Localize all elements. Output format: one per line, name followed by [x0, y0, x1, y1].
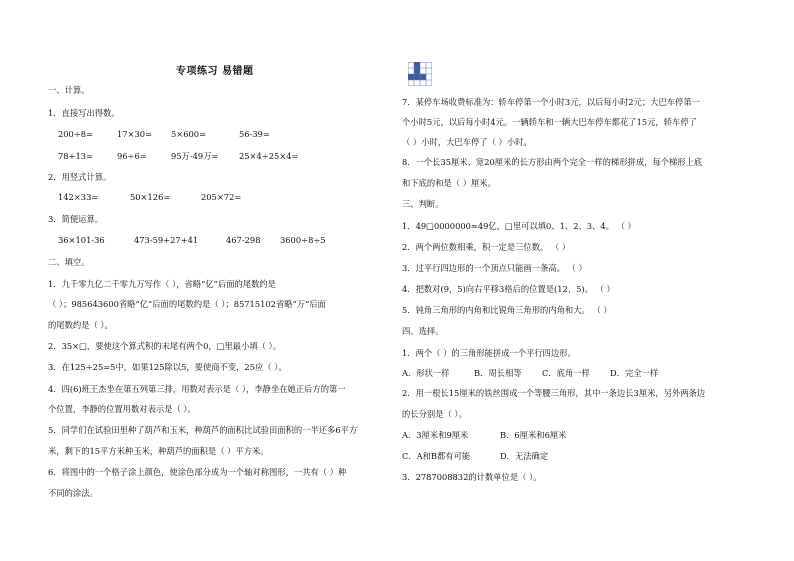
question-3-heading: 3．简便运算。 — [48, 214, 104, 224]
option: D．完全一样 — [610, 368, 659, 378]
option: C．A和B都有可能 — [402, 451, 471, 461]
fill-8-line-2: 和下底的和是（ ）厘米。 — [402, 178, 496, 188]
problem: 50×126= — [130, 192, 171, 202]
fill-6-line-2: 不同的涂法。 — [48, 488, 98, 498]
problem: 78+13= — [58, 151, 94, 161]
fill-2: 2．35×□，要使这个算式积的末尾有两个0，□里最小填（ ）。 — [48, 341, 282, 351]
fill-6-line-1: 6．将图中的一个格子涂上颜色，使涂色部分成为一个轴对称图形，一共有（ ）种 — [48, 467, 347, 477]
section-fill-blank: 二、填空。 — [48, 257, 90, 267]
fill-5-line-2: 米，剩下的15平方米种玉米，种葫芦的面积是（ ）平方米。 — [48, 446, 269, 456]
question-1-heading: 1．直接写出得数。 — [48, 108, 120, 118]
question-2-heading: 2．用竖式计算。 — [48, 172, 112, 182]
option: B．6厘米和6厘米 — [500, 430, 567, 440]
problem: 56-39= — [239, 129, 270, 139]
section-judge: 三、判断。 — [402, 199, 444, 209]
judge-3: 3．过平行四边形的一个顶点只能画一条高。 （ ） — [402, 263, 587, 273]
page-title: 专项练习 易错题 — [176, 66, 254, 77]
problem: 473-59+27+41 — [134, 235, 199, 245]
choice-1: 1．两个（ ）的三角形能拼成一个平行四边形。 — [402, 348, 576, 358]
choice-3: 3．2787008832的计数单位是（ ）。 — [402, 472, 542, 482]
fill-3: 3．在125÷25=5中，如果125除以5，要使商不变，25应（ ）。 — [48, 362, 287, 372]
fill-1-line-2: （ ）；985643600省略“亿”后面的尾数约是（ ）；85715102省略“万”后面 — [48, 299, 326, 309]
problem: 25×4÷25×4= — [239, 151, 299, 161]
fill-5-line-1: 5．同学们在试验田里种了葫芦和玉米，种葫芦的面积比试验田面积的一半还多6平方 — [48, 425, 358, 435]
option: D．无法确定 — [500, 451, 549, 461]
option: C．底角一样 — [542, 368, 590, 378]
fill-8-line-1: 8．一个长35厘米、宽20厘米的长方形由两个完全一样的梯形拼成，每个梯形上底 — [402, 157, 703, 167]
problem: 17×30= — [117, 129, 153, 139]
problem: 3600÷8÷5 — [280, 235, 326, 245]
problem: 5×600= — [171, 129, 207, 139]
problem: 467-298 — [226, 235, 261, 245]
fill-7-line-2: 个小时5元，以后每小时4元。一辆轿车和一辆大巴车停车都花了15元，轿车停了 — [402, 117, 697, 127]
problem: 142×33= — [58, 192, 99, 202]
option: B．周长相等 — [474, 368, 522, 378]
fill-4-line-2: 个位置，李静的位置用数对表示是（ ）。 — [48, 404, 196, 414]
grid-figure-icon — [408, 62, 432, 86]
option: A．3厘米和9厘米 — [402, 430, 469, 440]
section-calculation: 一、计算。 — [48, 85, 90, 95]
problem: 96÷6= — [117, 151, 147, 161]
judge-4: 4．把数对(9，5)向右平移3格后的位置是(12，5)。 （ ） — [402, 284, 615, 294]
choice-2-line-2: 的长分别是（ ）。 — [402, 409, 467, 419]
problem: 205×72= — [201, 192, 242, 202]
section-choice: 四、选择。 — [402, 326, 444, 336]
fill-1-line-3: 的尾数约是（ ）。 — [48, 320, 113, 330]
choice-2-line-1: 2．用一根长15厘米的铁丝围成一个等腰三角形，其中一条边长3厘米，另外两条边 — [402, 388, 706, 398]
problem: 95万-49万= — [171, 151, 219, 161]
fill-7-line-3: （ ）小时，大巴车停了（ ）小时。 — [402, 137, 532, 147]
fill-1-line-1: 1．九千零九亿二千零九万写作（ ），省略“亿”后面的尾数约是 — [48, 279, 276, 289]
fill-4-line-1: 4．四(6)班王杰坐在第五列第三排，用数对表示是（ ），李静坐在她正后方的第一 — [48, 384, 346, 394]
judge-2: 2．两个两位数相乘，积一定是三位数。 （ ） — [402, 242, 571, 252]
option: A．形状一样 — [402, 368, 450, 378]
fill-7-line-1: 7．某停车场收费标准为：轿车停第一个小时3元，以后每小时2元；大巴车停第一 — [402, 97, 700, 107]
problem: 200÷8= — [58, 129, 94, 139]
problem: 36×101-36 — [58, 235, 105, 245]
judge-5: 5．钝角三角形的内角和比锐角三角形的内角和大。 （ ） — [402, 305, 612, 315]
judge-1: 1．49□0000000≈49亿，□里可以填0、1、2、3、4。 （ ） — [402, 221, 636, 231]
